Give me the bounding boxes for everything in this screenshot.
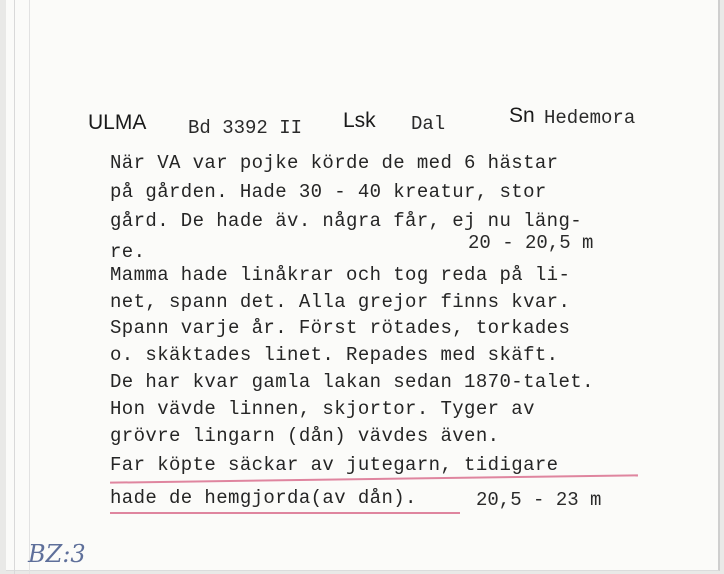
body-line: net, spann det. Alla grejor finns kvar. — [110, 291, 571, 313]
body-line: Mamma hade linåkrar och tog reda på li- — [110, 264, 571, 286]
body-line: De har kvar gamla lakan sedan 1870-talet. — [110, 371, 594, 393]
socken-label: Sn — [509, 104, 535, 127]
red-underline-2 — [110, 512, 460, 514]
landskap-value: Dal — [411, 113, 446, 135]
measurement-1: 20 - 20,5 m — [468, 232, 594, 254]
body-line: re. — [110, 241, 146, 263]
body-line: Spann varje år. Först rötades, torkades — [110, 317, 571, 339]
body-line-underlined: Far köpte säckar av jutegarn, tidigare — [110, 454, 559, 476]
body-line: på gården. Hade 30 - 40 kreatur, stor — [110, 181, 547, 203]
body-line: grövre lingarn (dån) vävdes även. — [110, 425, 500, 447]
card-number: Bd 3392 II — [188, 117, 303, 139]
body-line: o. skäktades linet. Repades med skäft. — [110, 344, 559, 366]
handwritten-signature: BZ:3 — [28, 540, 86, 568]
body-line: gård. De hade äv. några får, ej nu läng- — [110, 210, 583, 232]
measurement-2: 20,5 - 23 m — [476, 489, 602, 511]
headword: ULMA — [88, 111, 147, 134]
body-line: När VA var pojke körde de med 6 hästar — [110, 152, 559, 174]
socken-value: Hedemora — [544, 107, 636, 129]
landskap-label: Lsk — [343, 109, 376, 132]
body-line-underlined: hade de hemgjorda(av dån). — [110, 487, 417, 509]
body-line: Hon vävde linnen, skjortor. Tyger av — [110, 398, 535, 420]
card-header — [88, 104, 668, 139]
card-margin-strip — [14, 0, 30, 574]
